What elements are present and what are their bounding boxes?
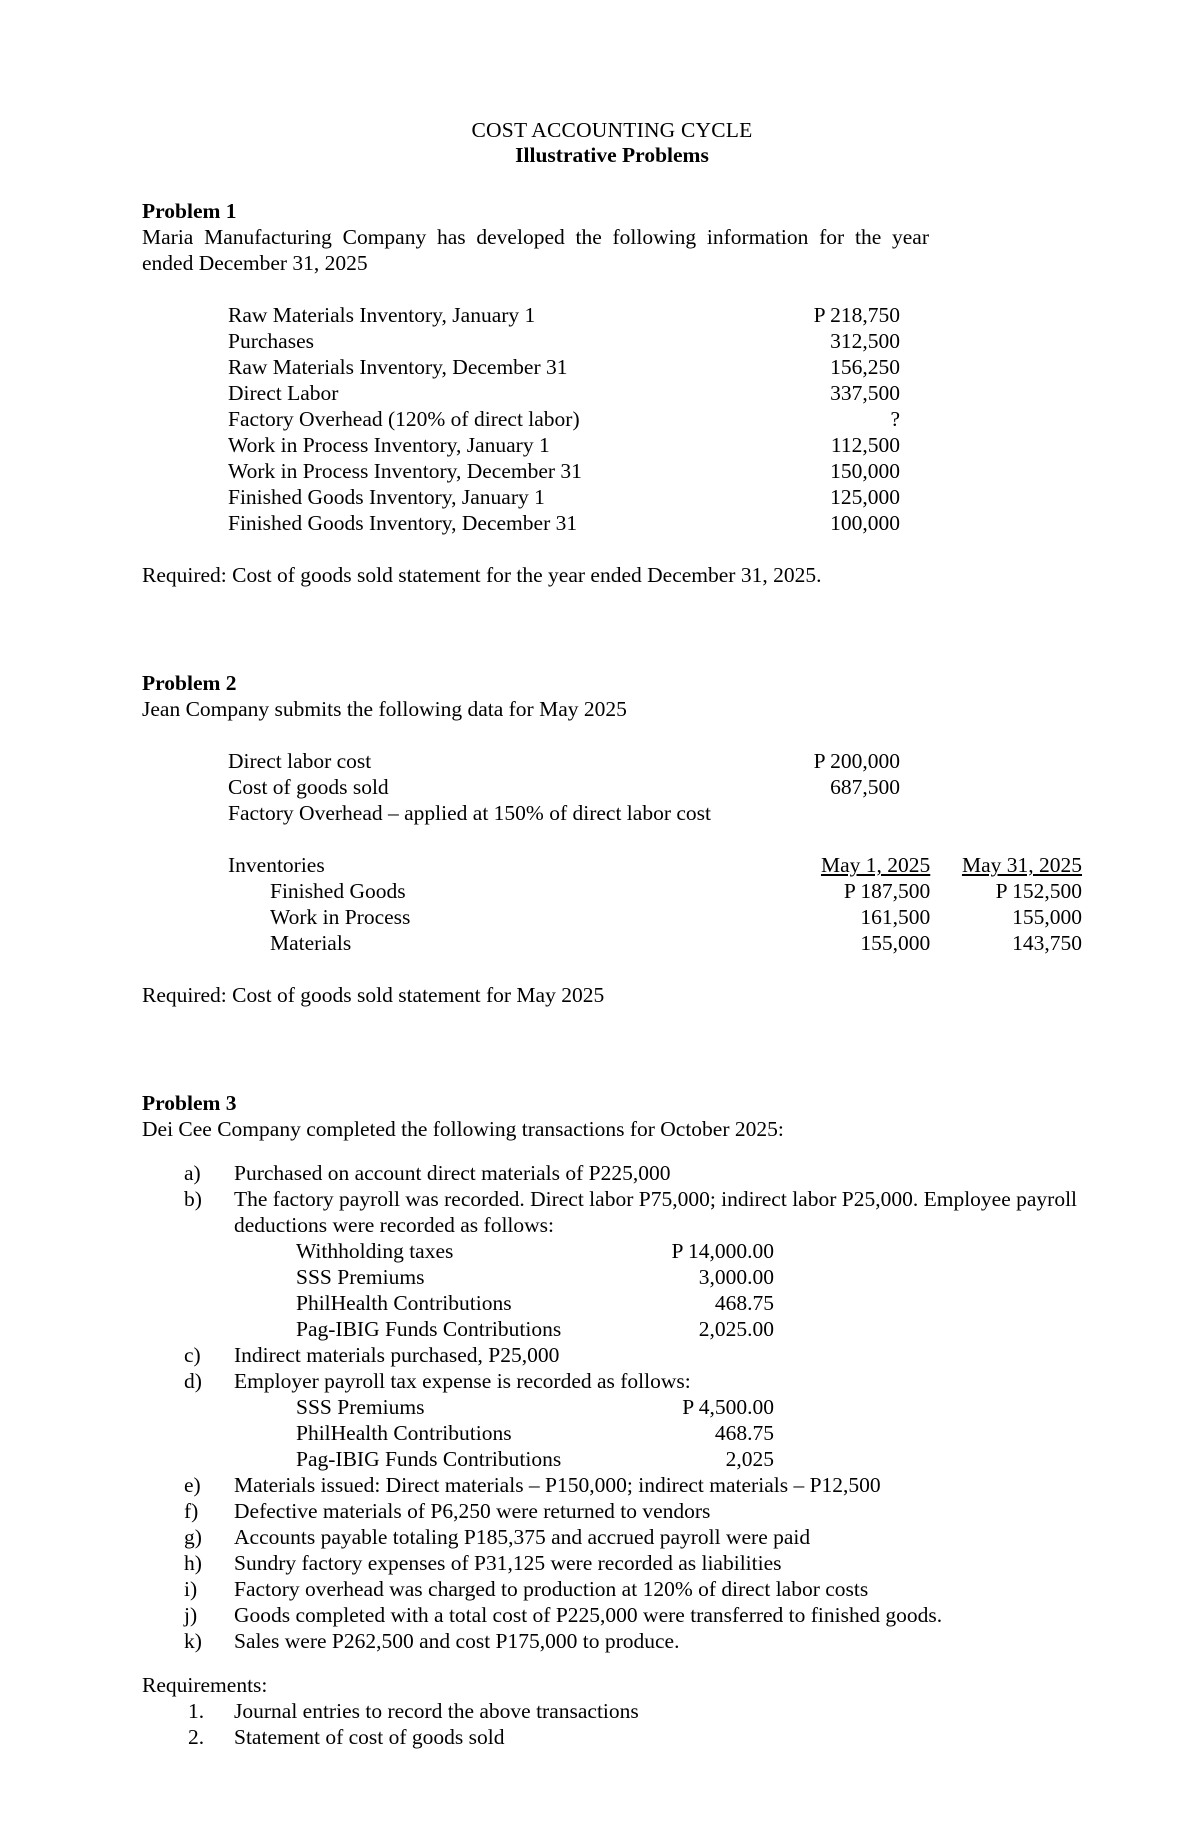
row-amount: P 218,750 (813, 303, 900, 327)
row-label: Materials (270, 931, 352, 955)
list-item (166, 1498, 1082, 1524)
list-item-text: Defective materials of P6,250 were returned to vendors (234, 1499, 711, 1523)
list-item-text: Employer payroll tax expense is recorded as follows: (234, 1369, 691, 1393)
table-row (228, 458, 900, 484)
list-item-text: Journal entries to record the above transactions (234, 1699, 639, 1723)
list-marker: e) (184, 1473, 201, 1497)
problem-2-inventories-table (228, 852, 1082, 956)
row-amount-col2: 155,000 (1012, 905, 1082, 929)
table-row (228, 380, 900, 406)
row-label: Pag-IBIG Funds Contributions (296, 1317, 562, 1341)
problem-2-table-body (228, 748, 900, 826)
row-amount: P 4,500.00 (682, 1395, 774, 1419)
row-label: Factory Overhead (120% of direct labor) (228, 407, 580, 431)
row-amount: 125,000 (830, 485, 900, 509)
problem-2-table (228, 748, 900, 826)
row-label: Withholding taxes (296, 1239, 454, 1263)
table-row (228, 406, 900, 432)
table-row (228, 878, 1082, 904)
table-row (228, 748, 900, 774)
list-item (166, 1576, 1082, 1602)
row-amount: 468.75 (714, 1291, 774, 1315)
row-amount: 150,000 (830, 459, 900, 483)
list-marker: g) (184, 1525, 202, 1549)
row-label: Work in Process (270, 905, 411, 929)
row-label: Finished Goods Inventory, January 1 (228, 485, 545, 509)
list-item (166, 1472, 1082, 1498)
problem-2-intro: Jean Company submits the following data for May 2025 (142, 697, 627, 721)
table-row (296, 1238, 774, 1264)
table-header-row (228, 852, 1082, 878)
inventories-label: Inventories (228, 853, 325, 877)
list-item (166, 1342, 1082, 1368)
row-amount-col1: 155,000 (860, 931, 931, 955)
row-label: Purchases (228, 329, 314, 353)
table-row (296, 1394, 774, 1420)
list-item-text: The factory payroll was recorded. Direct labor P75,000; indirect labor P25,000. Employee payroll deductions were recorded as follows: (234, 1187, 1078, 1237)
row-label: Cost of goods sold (228, 775, 389, 799)
row-amount: 2,025 (725, 1447, 774, 1471)
row-label: Factory Overhead – applied at 150% of direct labor cost (228, 801, 711, 825)
list-marker: k) (184, 1629, 202, 1653)
problem-1-heading: Problem 1 (142, 199, 237, 223)
table-row (296, 1316, 774, 1342)
table-row (296, 1264, 774, 1290)
document-subtitle: Illustrative Problems (515, 143, 709, 167)
list-item-text: Sales were P262,500 and cost P175,000 to produce. (234, 1629, 680, 1653)
table-row (228, 354, 900, 380)
row-label: Work in Process Inventory, December 31 (228, 459, 582, 483)
problem-1-table-body (228, 302, 900, 536)
problem-1-table (228, 302, 900, 536)
list-marker: b) (184, 1187, 202, 1211)
list-item (166, 1698, 1082, 1724)
row-amount: 156,250 (830, 355, 900, 379)
row-label: Direct Labor (228, 381, 339, 405)
row-label: PhilHealth Contributions (296, 1421, 512, 1445)
list-item-text: Accounts payable totaling P185,375 and accrued payroll were paid (234, 1525, 811, 1549)
row-label: Work in Process Inventory, January 1 (228, 433, 550, 457)
row-label: Raw Materials Inventory, December 31 (228, 355, 568, 379)
requirements-list (142, 1698, 1082, 1750)
row-amount: P 200,000 (813, 749, 900, 773)
list-item-text: Statement of cost of goods sold (234, 1725, 505, 1749)
row-amount: 100,000 (830, 511, 900, 535)
row-amount: 687,500 (830, 775, 900, 799)
row-amount-col1: P 187,500 (843, 879, 931, 903)
table-row (228, 432, 900, 458)
list-item (166, 1550, 1082, 1576)
list-item-text: Indirect materials purchased, P25,000 (234, 1343, 560, 1367)
list-item (166, 1160, 1082, 1186)
table-row (228, 302, 900, 328)
problem-3-transaction-list (142, 1160, 1082, 1654)
list-marker: f) (184, 1499, 199, 1523)
employer-payroll-tax-table (296, 1394, 774, 1472)
list-item (166, 1186, 1082, 1342)
problem-1-intro: Maria Manufacturing Company has developed the following information for the year ended December 31, 2025 (142, 225, 929, 275)
list-item (166, 1524, 1082, 1550)
problem-2-required: Required: Cost of goods sold statement for May 2025 (142, 983, 605, 1007)
table-row (296, 1290, 774, 1316)
table-row (228, 484, 900, 510)
problem-3-heading: Problem 3 (142, 1091, 237, 1115)
list-marker: 1. (188, 1699, 205, 1723)
table-row (228, 800, 900, 826)
row-amount: 3,000.00 (698, 1265, 774, 1289)
list-item (166, 1602, 1082, 1628)
list-item (166, 1368, 1082, 1472)
payroll-deductions-body (296, 1238, 774, 1342)
list-marker: a) (184, 1161, 201, 1185)
list-item-text: Purchased on account direct materials of P225,000 (234, 1161, 671, 1185)
row-amount-col1: 161,500 (860, 905, 931, 929)
list-marker: d) (184, 1369, 202, 1393)
table-row (228, 510, 900, 536)
row-label: Pag-IBIG Funds Contributions (296, 1447, 562, 1471)
list-item-text: Sundry factory expenses of P31,125 were recorded as liabilities (234, 1551, 782, 1575)
row-amount: 312,500 (830, 329, 900, 353)
list-item (166, 1628, 1082, 1654)
payroll-deductions-table (296, 1238, 774, 1342)
list-item (166, 1724, 1082, 1750)
requirements-heading: Requirements: (142, 1673, 268, 1697)
row-amount: 468.75 (714, 1421, 774, 1445)
list-marker: c) (184, 1343, 201, 1367)
table-row (296, 1420, 774, 1446)
column-header-may-1: May 1, 2025 (820, 853, 931, 877)
row-label: SSS Premiums (296, 1395, 425, 1419)
table-row (228, 930, 1082, 956)
row-amount: P 14,000.00 (671, 1239, 774, 1263)
problem-2-heading: Problem 2 (142, 671, 237, 695)
table-row (228, 328, 900, 354)
row-label: Direct labor cost (228, 749, 372, 773)
list-item-text: Goods completed with a total cost of P225,000 were transferred to finished goods. (234, 1603, 943, 1627)
row-label: Finished Goods Inventory, December 31 (228, 511, 578, 535)
table-row (228, 904, 1082, 930)
row-amount (728, 800, 900, 826)
list-marker: i) (184, 1577, 198, 1601)
table-row (228, 774, 900, 800)
list-marker: j) (184, 1603, 198, 1627)
row-amount: 112,500 (830, 433, 900, 457)
row-label: SSS Premiums (296, 1265, 425, 1289)
row-amount: ? (890, 407, 900, 431)
problem-3-intro: Dei Cee Company completed the following transactions for October 2025: (142, 1117, 784, 1141)
row-label: PhilHealth Contributions (296, 1291, 512, 1315)
row-amount: 337,500 (830, 381, 900, 405)
list-item-text: Materials issued: Direct materials – P150,000; indirect materials – P12,500 (234, 1473, 881, 1497)
list-marker: 2. (188, 1725, 205, 1749)
row-label: Raw Materials Inventory, January 1 (228, 303, 536, 327)
column-header-may-31: May 31, 2025 (961, 853, 1082, 877)
row-amount: 2,025.00 (698, 1317, 774, 1341)
row-amount-col2: P 152,500 (995, 879, 1082, 903)
table-row (296, 1446, 774, 1472)
problem-2-inventories-body (228, 852, 1082, 956)
list-marker: h) (184, 1551, 202, 1575)
document-title: COST ACCOUNTING CYCLE (471, 118, 753, 142)
row-label: Finished Goods (270, 879, 406, 903)
row-amount-col2: 143,750 (1012, 931, 1082, 955)
problem-1-required: Required: Cost of goods sold statement for the year ended December 31, 2025. (142, 563, 822, 587)
employer-payroll-tax-body (296, 1394, 774, 1472)
list-item-text: Factory overhead was charged to production at 120% of direct labor costs (234, 1577, 869, 1601)
